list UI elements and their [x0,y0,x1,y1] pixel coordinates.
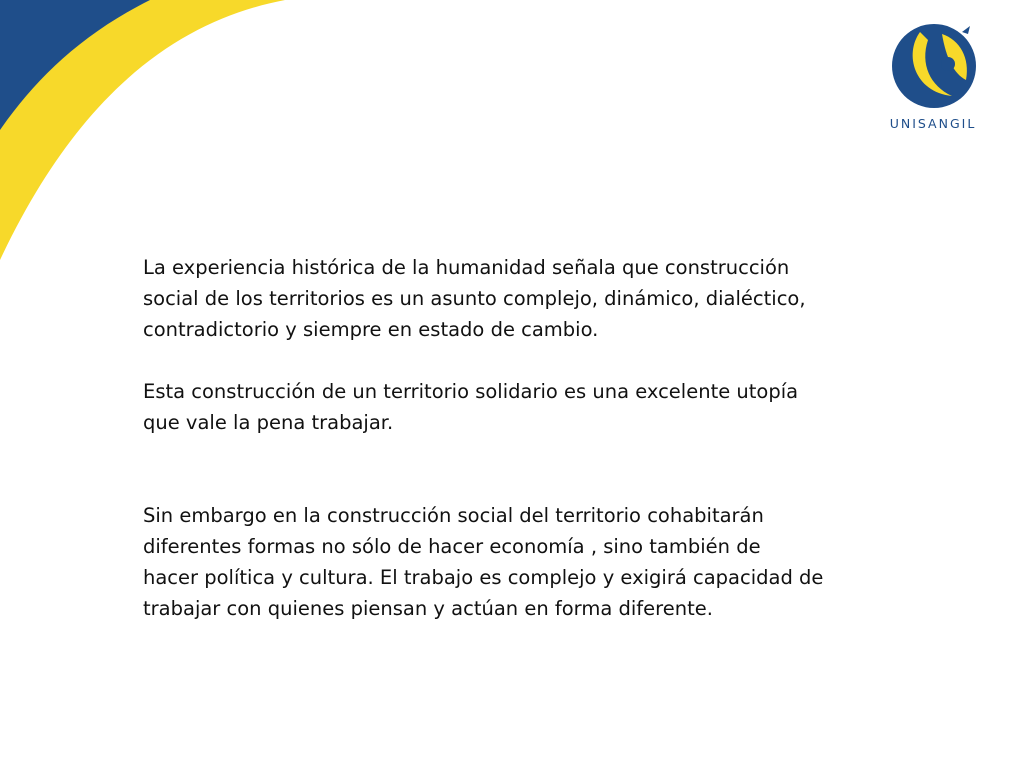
corner-swoosh-icon [0,0,290,270]
unisangil-logo [876,14,990,136]
logo-text: UNISANGIL [889,116,977,131]
slide-body [143,252,903,624]
paragraph-1: La experiencia histórica de la humanidad señala que construcción social de los territorios es un asunto complejo, dinámico, dialéctico, contradictorio y siempre en estado de cambio. [143,256,806,341]
unisangil-logo-icon [882,14,982,112]
paragraph-2: Esta construcción de un territorio solidario es una excelente utopía que vale la pena trabajar. [143,380,799,434]
paragraph-3: Sin embargo en la construcción social del territorio cohabitarán diferentes formas no sólo de hacer economía , sino también de hacer política y cultura. El trabajo es complejo y exigirá capacidad de trabajar con quienes piensan y actúan en forma diferente. [143,504,824,620]
